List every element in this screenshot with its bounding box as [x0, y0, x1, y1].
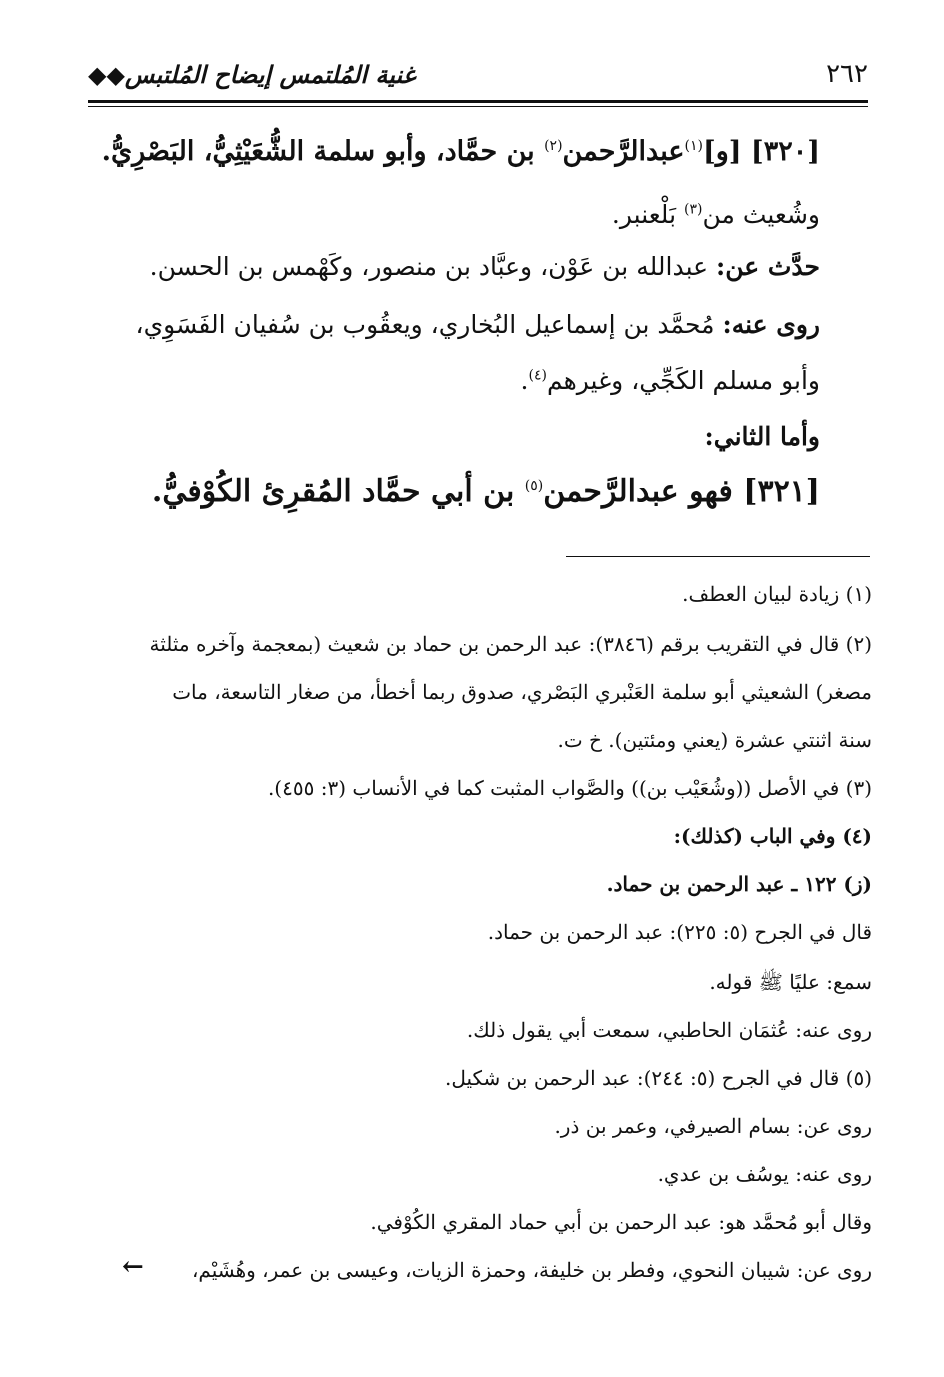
footnote-2-line-2: مصغر) الشعيثي أبو سلمة العَنْبري البَصْري، صدوق ربما أخطأ، من صغار التاسعة، مات [172, 680, 872, 704]
second-heading [705, 422, 820, 451]
narrator-name: عبدالرَّحمن [562, 136, 685, 167]
footnote-5: (٥) قال في الجرح (٥: ٢٤٤): عبد الرحمن بن شكيل. [444, 1066, 872, 1090]
entry-number: [٣٢٠] [و] [702, 136, 820, 167]
footnote-separator [566, 556, 870, 557]
footnote-ref: (٢) [544, 138, 563, 154]
footnote-5-line-4: روى عن: شيبان النحوي، وفطر بن خليفة، وحمزة الزيات، وعيسى بن عمر، وهُشَيْم، [191, 1258, 872, 1282]
footnote-4-line-3: روى عنه: عُثمَان الحاطبي، سمعت أبي يقول ذلك. [466, 1018, 872, 1042]
narrated-from-text: عبدالله بن عَوْن، وعبَّاد بن منصور، وكَهْمس بن الحسن. [149, 252, 716, 281]
narrated-by-text-2: وأبو مسلم الكَجِّي، وغيرهم [546, 366, 820, 395]
footnote-3: (٣) في الأصل ((وشُعَيْب بن)) والصَّواب المثبت كما في الأنساب (٣: ٤٥٥). [267, 776, 872, 800]
page-header [88, 52, 868, 96]
narrated-by-text: مُحمَّد بن إسماعيل البُخاري، ويعقُوب بن سُفيان الفَسَوِي، [135, 310, 723, 339]
header-rule-thick [88, 100, 868, 103]
footnote-5-line-3: وقال أبو مُحمَّد هو: عبد الرحمن بن أبي حماد المقري الكُوْفي. [370, 1210, 872, 1234]
footnote-2-line-1: (٢) قال في التقريب برقم (٣٨٤٦): عبد الرحمن بن حماد بن شعيث (بمعجمة وآخره مثلثة [149, 632, 872, 656]
second-heading-text: وأما الثاني: [704, 422, 820, 451]
page-number: ٢٦٢ [826, 59, 868, 89]
entry-321-heading [152, 474, 820, 509]
footnote-2-line-3: سنة اثنتي عشرة (يعني ومئتين). خ ت. [557, 728, 872, 752]
footnote-4-line-1: قال في الجرح (٥: ٢٢٥): عبد الرحمن بن حماد. [487, 920, 872, 944]
footnote-ref: (٤) [528, 367, 547, 384]
entry-321-rest: بن أبي حمَّاد المُقرِئ الكُوْفيُّ. [151, 474, 525, 509]
footnote-4-line-2: سمع: عليًا ﷺ قوله. [709, 970, 872, 994]
narrated-by-line-2 [521, 366, 820, 395]
footnote-4 [674, 824, 872, 848]
narrated-by-label: روى عنه: [722, 310, 820, 339]
footnote-4-text: (٤) وفي الباب (كذلك): [673, 824, 872, 848]
footnote-ref: (٣) [683, 201, 703, 218]
narrated-from-label: حدَّث عن: [716, 252, 820, 281]
footnote-4-entry [607, 872, 872, 896]
footnote-ref: (١) [684, 138, 703, 154]
footnote-ref: (٥) [524, 478, 544, 494]
entry-321-text: [٣٢١] فهو عبدالرَّحمن [543, 474, 820, 509]
continue-arrow-icon: ← [122, 1252, 144, 1282]
nisba-text: وشُعيث من [702, 200, 820, 229]
footnote-1: (١) زيادة لبيان العطف. [682, 582, 872, 606]
nisba-place: بَلْعنبر. [611, 200, 684, 229]
entry-320-heading [102, 136, 820, 167]
nisba-line [612, 200, 820, 229]
header-rule-thin [88, 106, 868, 107]
narrator-name-rest: بن حمَّاد، وأبو سلمة الشُّعَيْثِيُّ، البَصْرِيُّ. [101, 136, 545, 167]
footnote-5-line-2: روى عنه: يوسُف بن عدي. [657, 1162, 872, 1186]
narrated-from-line [150, 252, 820, 281]
narrated-by-line [136, 310, 820, 339]
footnote-5-line-1: روى عن: بسام الصيرفي، وعمر بن ذر. [554, 1114, 872, 1138]
period: . [520, 366, 529, 395]
footnote-4-entry-text: (ز) ١٢٢ ـ عبد الرحمن بن حماد. [606, 872, 872, 896]
running-title: غنية المُلتمس إيضاح المُلتبس◆◆ [88, 59, 416, 89]
